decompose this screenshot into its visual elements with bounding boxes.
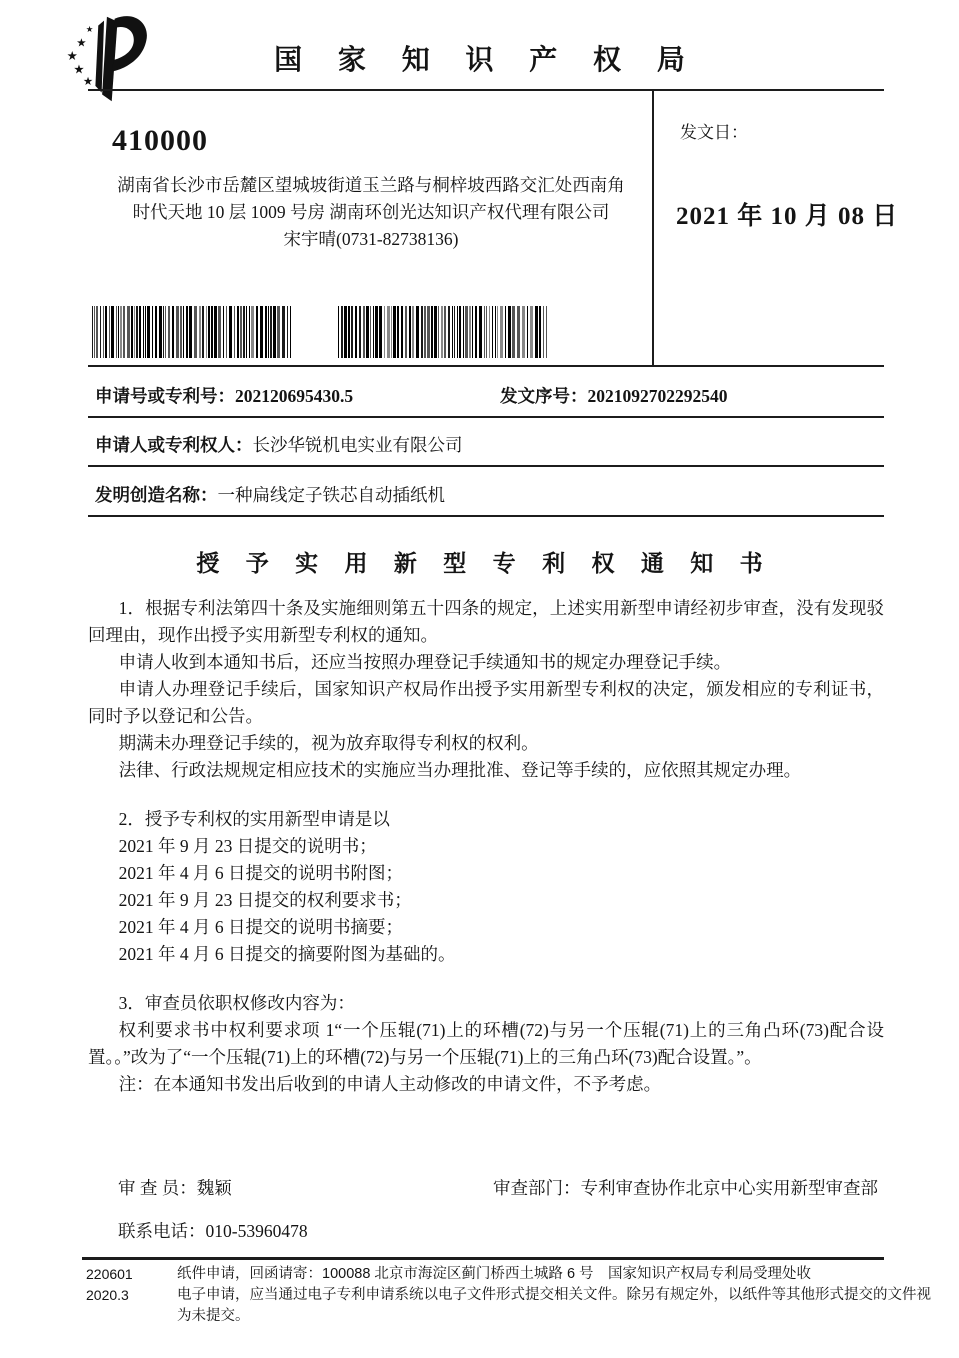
serial-number-label: 发文序号： [500, 386, 588, 406]
invention-cell [95, 482, 445, 507]
svg-text:★: ★ [66, 49, 78, 64]
footer-rule [82, 1257, 884, 1260]
notice-title: 授 予 实 用 新 型 专 利 权 通 知 书 [196, 550, 773, 576]
examiner-name: 魏颖 [196, 1178, 232, 1198]
form-version: 2020.3 [86, 1287, 129, 1303]
svg-text:★: ★ [76, 37, 87, 50]
invention-value: 一种扁线定子铁芯自动插纸机 [217, 485, 445, 505]
basis-item: 2021 年 4 月 6 日提交的摘要附图为基础的。 [118, 944, 456, 964]
phone-number: 010-53960478 [205, 1221, 308, 1241]
table-rule-4 [88, 515, 884, 517]
form-codes [86, 1264, 133, 1306]
paragraph-5: 法律、行政法规规定相应技术的实施应当办理批准、登记等手续的，应依照其规定办理。 [118, 760, 802, 780]
basis-item: 2021 年 4 月 6 日提交的说明书附图； [118, 863, 403, 883]
phone-cell [118, 1218, 308, 1243]
footer-instructions [177, 1264, 937, 1327]
examiner-label: 审 查 员： [118, 1178, 197, 1198]
recipient-address [95, 172, 647, 253]
department-cell [493, 1175, 878, 1200]
svg-text:★: ★ [85, 24, 94, 35]
paragraph-2: 申请人收到本通知书后，还应当按照办理登记手续通知书的规定办理登记手续。 [118, 652, 732, 672]
dispatch-date-label: 发文日： [680, 123, 748, 142]
barcode-left [92, 306, 298, 358]
table-rule-3 [88, 465, 884, 467]
department-name: 专利审查协作北京中心实用新型审查部 [580, 1178, 878, 1198]
barcode-right [338, 306, 585, 358]
applicant-label: 申请人或专利权人： [95, 435, 253, 455]
application-number-cell [95, 383, 353, 408]
applicant-value: 长沙华锐机电实业有限公司 [252, 435, 463, 455]
invention-label: 发明创造名称： [95, 485, 218, 505]
serial-number-cell [500, 383, 728, 408]
paragraph-4: 期满未办理登记手续的，视为放弃取得专利权的权利。 [118, 733, 539, 753]
note-line: 注：在本通知书发出后收到的申请人主动修改的申请文件，不予考虑。 [118, 1074, 662, 1094]
application-number-label: 申请号或专利号： [95, 386, 235, 406]
paragraph-7: 3．审查员依职权修改内容为： [118, 993, 355, 1013]
header-rule [88, 89, 884, 91]
form-code: 220601 [86, 1266, 133, 1282]
address-line-1: 湖南省长沙市岳麓区望城坡街道玉兰路与桐梓坡西路交汇处西南角 [117, 175, 625, 195]
basis-item: 2021 年 9 月 23 日提交的权利要求书； [118, 890, 412, 910]
applicant-cell [95, 432, 463, 457]
paragraph-8: 权利要求书中权利要求项 1“一个压辊(71)上的环槽(72)与另一个压辊(71)上的三角凸环(73)配合设置。。”改为了“一个压辊(71)上的环槽(72)与另一个压辊(71)上的三角凸环(73)配合设置。”。 [88, 1020, 884, 1067]
org-title: 国 家 知 识 产 权 局 [274, 44, 699, 75]
paragraph-3: 申请人办理登记手续后，国家知识产权局作出授予实用新型专利权的决定，颁发相应的专利证书，同时予以登记和公告。 [88, 679, 884, 726]
date-box-left-border [652, 89, 654, 367]
examiner-cell [118, 1175, 232, 1200]
phone-label: 联系电话： [118, 1221, 206, 1241]
recipient-contact: 宋宇晴(0731-82738136) [283, 229, 459, 249]
svg-text:★: ★ [73, 62, 85, 77]
basis-item: 2021 年 4 月 6 日提交的说明书摘要； [118, 917, 403, 937]
paragraph-6: 2．授予专利权的实用新型申请是以 [118, 809, 390, 829]
serial-number-value: 2021092702292540 [587, 386, 728, 406]
dispatch-date-value: 2021 年 10 月 08 日 [676, 203, 899, 230]
paragraph-1: 1．根据专利法第四十条及实施细则第五十四条的规定，上述实用新型申请经初步审查，没有发现驳回理由，现作出授予实用新型专利权的通知。 [88, 598, 884, 645]
department-label: 审查部门： [493, 1178, 581, 1198]
postal-code: 410000 [112, 124, 208, 157]
table-rule-2 [88, 416, 884, 418]
footer-line-1: 纸件申请，回函请寄：100088 北京市海淀区蓟门桥西土城路 6 号 国家知识产权局专利局受理处收 [177, 1266, 812, 1282]
notice-body [88, 595, 884, 1098]
basis-item: 2021 年 9 月 23 日提交的说明书； [118, 836, 377, 856]
address-line-2: 时代天地 10 层 1009 号房 湖南环创光达知识产权代理有限公司 [132, 202, 610, 222]
footer-line-2: 电子申请，应当通过电子专利申请系统以电子文件形式提交相关文件。除另有规定外，以纸件等其他形式提交的文件视为未提交。 [177, 1287, 931, 1324]
application-number-value: 202120695430.5 [235, 386, 354, 406]
table-rule-1 [88, 365, 884, 367]
svg-text:★: ★ [82, 75, 94, 88]
